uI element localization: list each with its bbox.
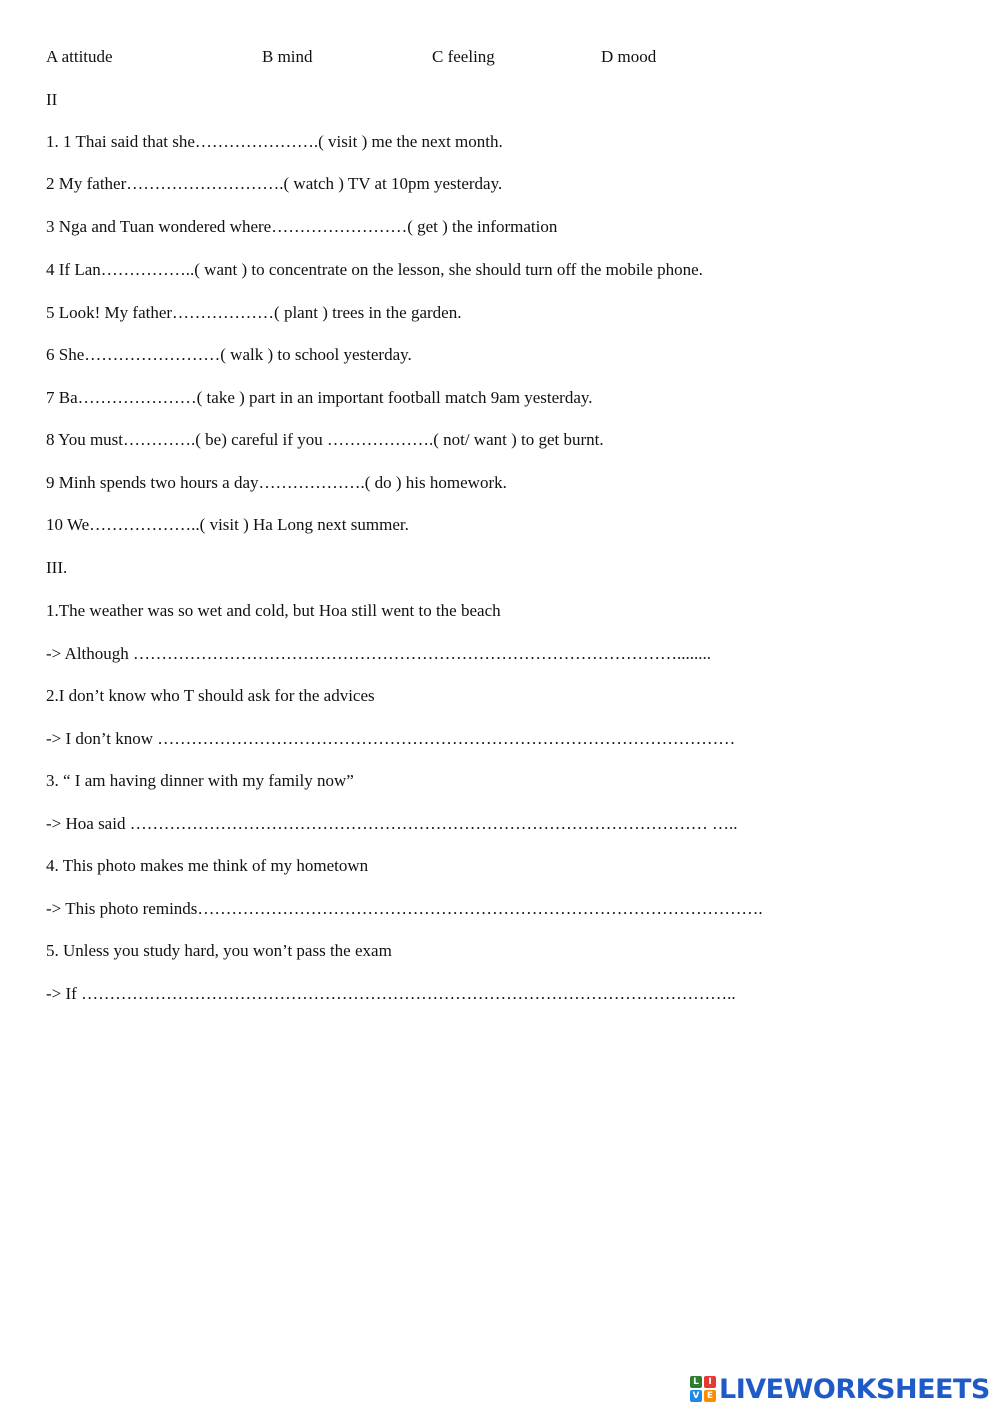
logo-mark-tile-v: V [690, 1390, 702, 1402]
section-3-prompt-4: 4. This photo makes me think of my hometown [46, 856, 369, 875]
section-2-item-5: 5 Look! My father………………( plant ) trees in the garden. [46, 303, 462, 322]
logo-mark-icon [690, 1376, 716, 1402]
section-2-item-2: 2 My father……………………….( watch ) TV at 10pm yesterday. [46, 174, 503, 193]
section-2-item-1: 1. 1 Thai said that she………………….( visit ) me the next month. [46, 132, 503, 151]
section-3-answer-2: -> I don’t know ………………………………………………………………………………………… [46, 729, 736, 748]
section-3-answer-3: -> Hoa said ………………………………………………………………………………………… ….. [46, 814, 738, 833]
section-3-heading: III. [46, 558, 68, 577]
section-2-item-6: 6 She……………………( walk ) to school yesterday. [46, 345, 412, 364]
section-2-item-3: 3 Nga and Tuan wondered where……………………( get ) the information [46, 217, 558, 236]
liveworksheets-logo [690, 1374, 990, 1404]
section-2-item-8: 8 You must………….( be) careful if you ……………….( not/ want ) to get burnt. [46, 430, 604, 449]
section-2-item-9: 9 Minh spends two hours a day……………….( do ) his homework. [46, 473, 507, 492]
logo-mark-tile-i: I [704, 1376, 716, 1388]
option-b: B mind [262, 47, 313, 66]
logo-mark-tile-e: E [704, 1390, 716, 1402]
section-2-item-7: 7 Ba…………………( take ) part in an important football match 9am yesterday. [46, 388, 593, 407]
section-3-prompt-5: 5. Unless you study hard, you won’t pass the exam [46, 941, 392, 960]
logo-mark-tile-l: L [690, 1376, 702, 1388]
section-3-prompt-2: 2.I don’t know who T should ask for the advices [46, 686, 375, 705]
section-3-answer-5: -> If …………………………………………………………………………………………………….. [46, 984, 736, 1003]
option-a: A attitude [46, 47, 113, 66]
section-3-prompt-3: 3. “ I am having dinner with my family now” [46, 771, 354, 790]
option-c: C feeling [432, 47, 495, 66]
logo-text: LIVEWORKSHEETS [719, 1373, 990, 1405]
section-3-answer-4: -> This photo reminds………………………………………………………………………………………. [46, 899, 763, 918]
option-d: D mood [601, 47, 657, 66]
section-2-item-10: 10 We………………..( visit ) Ha Long next summer. [46, 515, 409, 534]
section-3-prompt-1: 1.The weather was so wet and cold, but Hoa still went to the beach [46, 601, 501, 620]
section-2-item-4: 4 If Lan……………..( want ) to concentrate on the lesson, she should turn off the mobile phone. [46, 260, 703, 279]
section-2-heading: II [46, 90, 58, 109]
section-3-answer-1: -> Although ……………………………………………………………………………………........ [46, 644, 712, 663]
